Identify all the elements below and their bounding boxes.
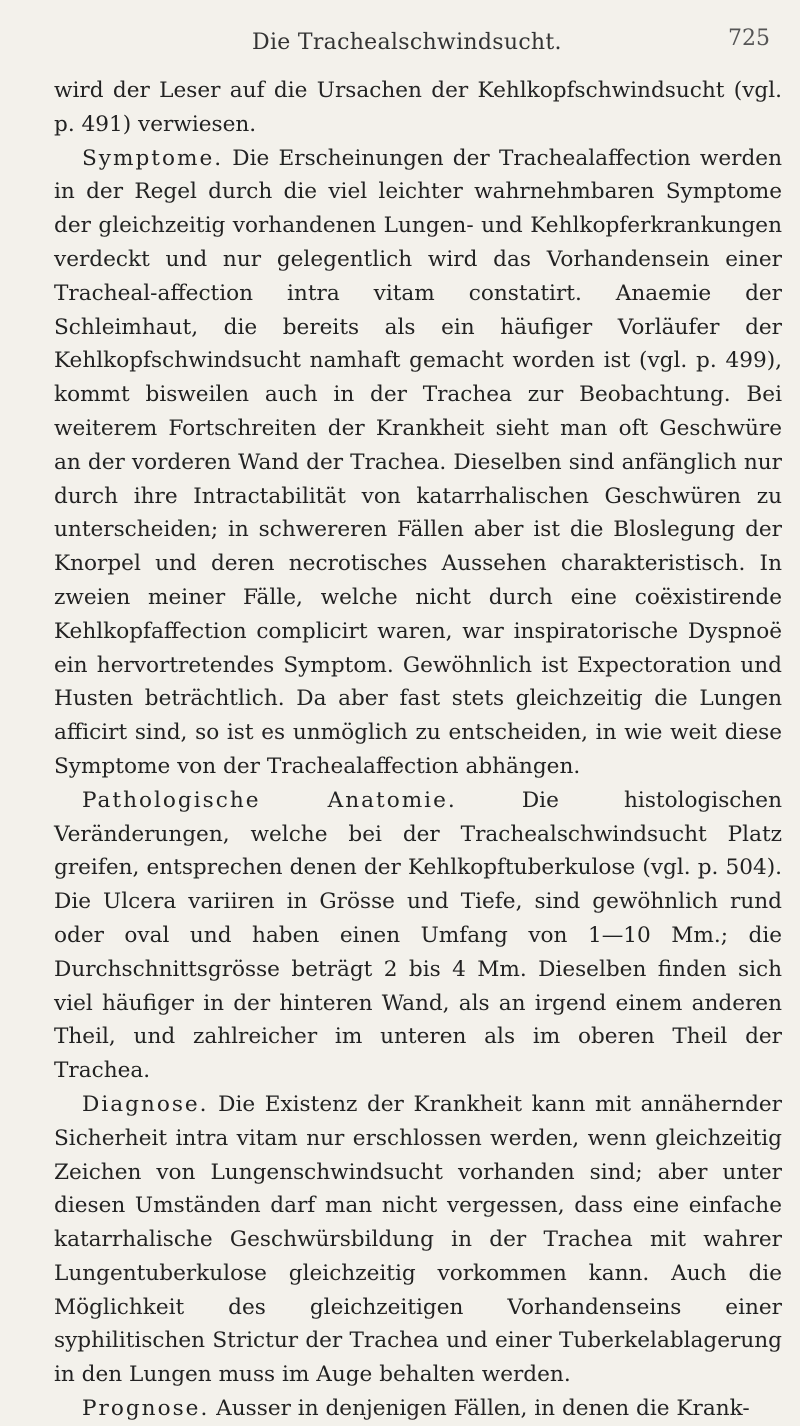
- paragraph-text: wird der Leser auf die Ursachen der Kehlkopfschwindsucht (vgl. p. 491) verwiesen.: [54, 78, 782, 137]
- page-header: [0, 0, 800, 66]
- body-text: [54, 74, 782, 1426]
- section-heading-prognose: Prognose.: [82, 1396, 210, 1422]
- section-heading-symptome: Symptome.: [82, 145, 224, 171]
- paragraph-continuation: [54, 74, 782, 142]
- page-number: 725: [728, 26, 770, 51]
- section-heading-diagnose: Diagnose.: [82, 1091, 209, 1117]
- section-heading-pathologische-anatomie: Pathologische Anatomie.: [82, 787, 457, 813]
- paragraph-text: Ausser in denjenigen Fällen, in denen die Krank-: [209, 1396, 750, 1422]
- paragraph-diagnose: [54, 1088, 782, 1392]
- paragraph-prognose: [54, 1392, 782, 1426]
- paragraph-symptome: [54, 142, 782, 784]
- running-title: Die Trachealschwindsucht.: [252, 30, 562, 55]
- paragraph-text: Die Erscheinungen der Trachealaffection werden in der Regel durch die viel leichter wahrnehmbaren Symptome der gleichzeitig vorhandenen Lungen- und Kehlkopferkrankungen verdeckt und nur gelegentlich wird das Vorhandensein einer Tracheal-affection intra vitam constatirt. Anaemie der Schleimhaut, die bereits als ein häufiger Vorläufer der Kehlkopfschwindsucht namhaft gemacht worden ist (vgl. p. 499), kommt bisweilen auch in der Trachea zur Beobachtung. Bei weiterem Fortschreiten der Krankheit sieht man oft Geschwüre an der vorderen Wand der Trachea. Dieselben sind anfänglich nur durch ihre Intractabilität von katarrhalischen Geschwüren zu unterscheiden; in schwereren Fällen aber ist die Bloslegung der Knorpel und deren necrotisches Aussehen charakteristisch. In zweien meiner Fälle, welche nicht durch eine coëxistirende Kehlkopfaffection complicirt waren, war inspiratorische Dyspnoë ein hervortretendes Symptom. Gewöhnlich ist Expectoration und Husten beträchtlich. Da aber fast stets gleichzeitig die Lungen afficirt sind, so ist es unmöglich zu entscheiden, in wie weit diese Symptome von der Trachealaffection abhängen.: [54, 145, 782, 779]
- paragraph-text: Die Existenz der Krankheit kann mit annähernder Sicherheit intra vitam nur erschlossen werden, wenn gleichzeitig Zeichen von Lungenschwindsucht vorhanden sind; aber unter diesen Umständen darf man nicht vergessen, dass eine einfache katarrhalische Geschwürsbildung in der Trachea mit wahrer Lungentuberkulose gleichzeitig vorkommen kann. Auch die Möglichkeit des gleichzeitigen Vorhandenseins einer syphilitischen Strictur der Trachea und einer Tuberkelablagerung in den Lungen muss im Auge behalten werden.: [54, 1091, 782, 1388]
- paragraph-text: Die histologischen Veränderungen, welche bei der Trachealschwindsucht Platz greifen, entsprechen denen der Kehlkopftuberkulose (vgl. p. 504). Die Ulcera variiren in Grösse und Tiefe, sind gewöhnlich rund oder oval und haben einen Umfang von 1—10 Mm.; die Durchschnittsgrösse beträgt 2 bis 4 Mm. Dieselben finden sich viel häufiger in der hinteren Wand, als an irgend einem anderen Theil, und zahlreicher im unteren als im oberen Theil der Trachea.: [54, 787, 782, 1084]
- paragraph-pathologische-anatomie: [54, 784, 782, 1088]
